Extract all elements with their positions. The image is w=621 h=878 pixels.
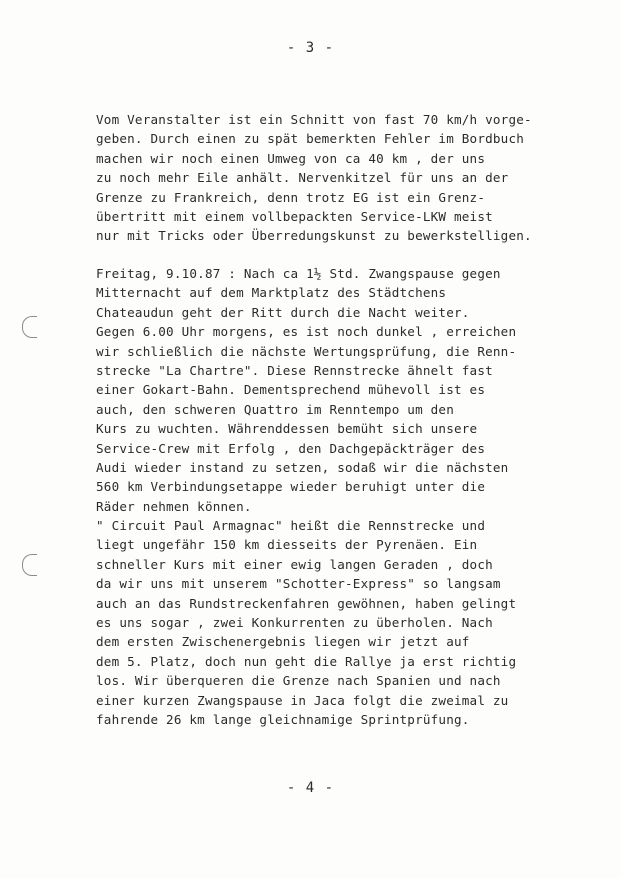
punch-hole-mark [22, 554, 37, 576]
text-line: Gegen 6.00 Uhr morgens, es ist noch dunkel , erreichen [96, 324, 517, 340]
text-line: einer kurzen Zwangspause in Jaca folgt die zweimal zu [96, 692, 509, 708]
text-line: 560 km Verbindungsetappe wieder beruhigt unter die [96, 479, 486, 495]
text-line: Freitag, 9.10.87 : Nach ca 1½ Std. Zwangspause gegen [96, 266, 501, 281]
text-line: einer Gokart-Bahn. Dementsprechend mühevoll ist es [96, 382, 486, 398]
text-line: strecke "La Chartre". Diese Rennstrecke ähnelt fast [96, 362, 493, 378]
text-line: los. Wir überqueren die Grenze nach Spanien und nach [96, 673, 501, 689]
text-line: Räder nehmen können. [96, 498, 252, 514]
text-line: " Circuit Paul Armagnac" heißt die Rennstrecke und [96, 518, 486, 534]
text-line: wir schließlich die nächste Wertungsprüfung, die Renn- [96, 343, 517, 359]
text-line: da wir uns mit unserem "Schotter-Express" so langsam [96, 576, 501, 592]
text-line: schneller Kurs mit einer ewig langen Geraden , doch [96, 556, 493, 572]
text-line: auch an das Rundstreckenfahren gewöhnen, haben gelingt [96, 595, 517, 611]
text-line: zu noch mehr Eile anhält. Nervenkitzel für uns an der [96, 170, 509, 186]
text-line: liegt ungefähr 150 km diesseits der Pyrenäen. Ein [96, 537, 478, 553]
text-line: auch, den schweren Quattro im Renntempo um den [96, 401, 454, 417]
text-line: übertritt mit einem vollbepackten Service-LKW meist [96, 208, 493, 224]
text-line: nur mit Tricks oder Überredungskunst zu bewerkstelligen. [96, 228, 532, 244]
paragraph-2 [96, 264, 536, 729]
text-line: Kurs zu wuchten. Währenddessen bemüht sich unsere [96, 421, 478, 437]
text-line: machen wir noch einen Umweg von ca 40 km , der uns [96, 150, 486, 166]
page-number-top: - 3 - [286, 40, 335, 56]
text-line: Grenze zu Frankreich, denn trotz EG ist ein Grenz- [96, 189, 486, 205]
text-line: Chateaudun geht der Ritt durch die Nacht weiter. [96, 304, 470, 320]
text-line: Audi wieder instand zu setzen, sodaß wir die nächsten [96, 459, 509, 475]
text-line: dem 5. Platz, doch nun geht die Rallye ja erst richtig [96, 653, 517, 669]
text-line: fahrende 26 km lange gleichnamige Sprintprüfung. [96, 711, 470, 727]
text-line: es uns sogar , zwei Konkurrenten zu überholen. Nach [96, 615, 493, 631]
text-line: dem ersten Zwischenergebnis liegen wir jetzt auf [96, 634, 470, 650]
paragraph-1 [96, 110, 536, 246]
text-line: Mitternacht auf dem Marktplatz des Städtchens [96, 285, 447, 301]
page-number-bottom: - 4 - [286, 780, 335, 796]
text-line: Vom Veranstalter ist ein Schnitt von fast 70 km/h vorge- [96, 112, 532, 127]
text-line: Service-Crew mit Erfolg , den Dachgepäckträger des [96, 440, 486, 456]
punch-hole-mark [22, 316, 37, 338]
text-line: geben. Durch einen zu spät bemerkten Fehler im Bordbuch [96, 131, 525, 147]
